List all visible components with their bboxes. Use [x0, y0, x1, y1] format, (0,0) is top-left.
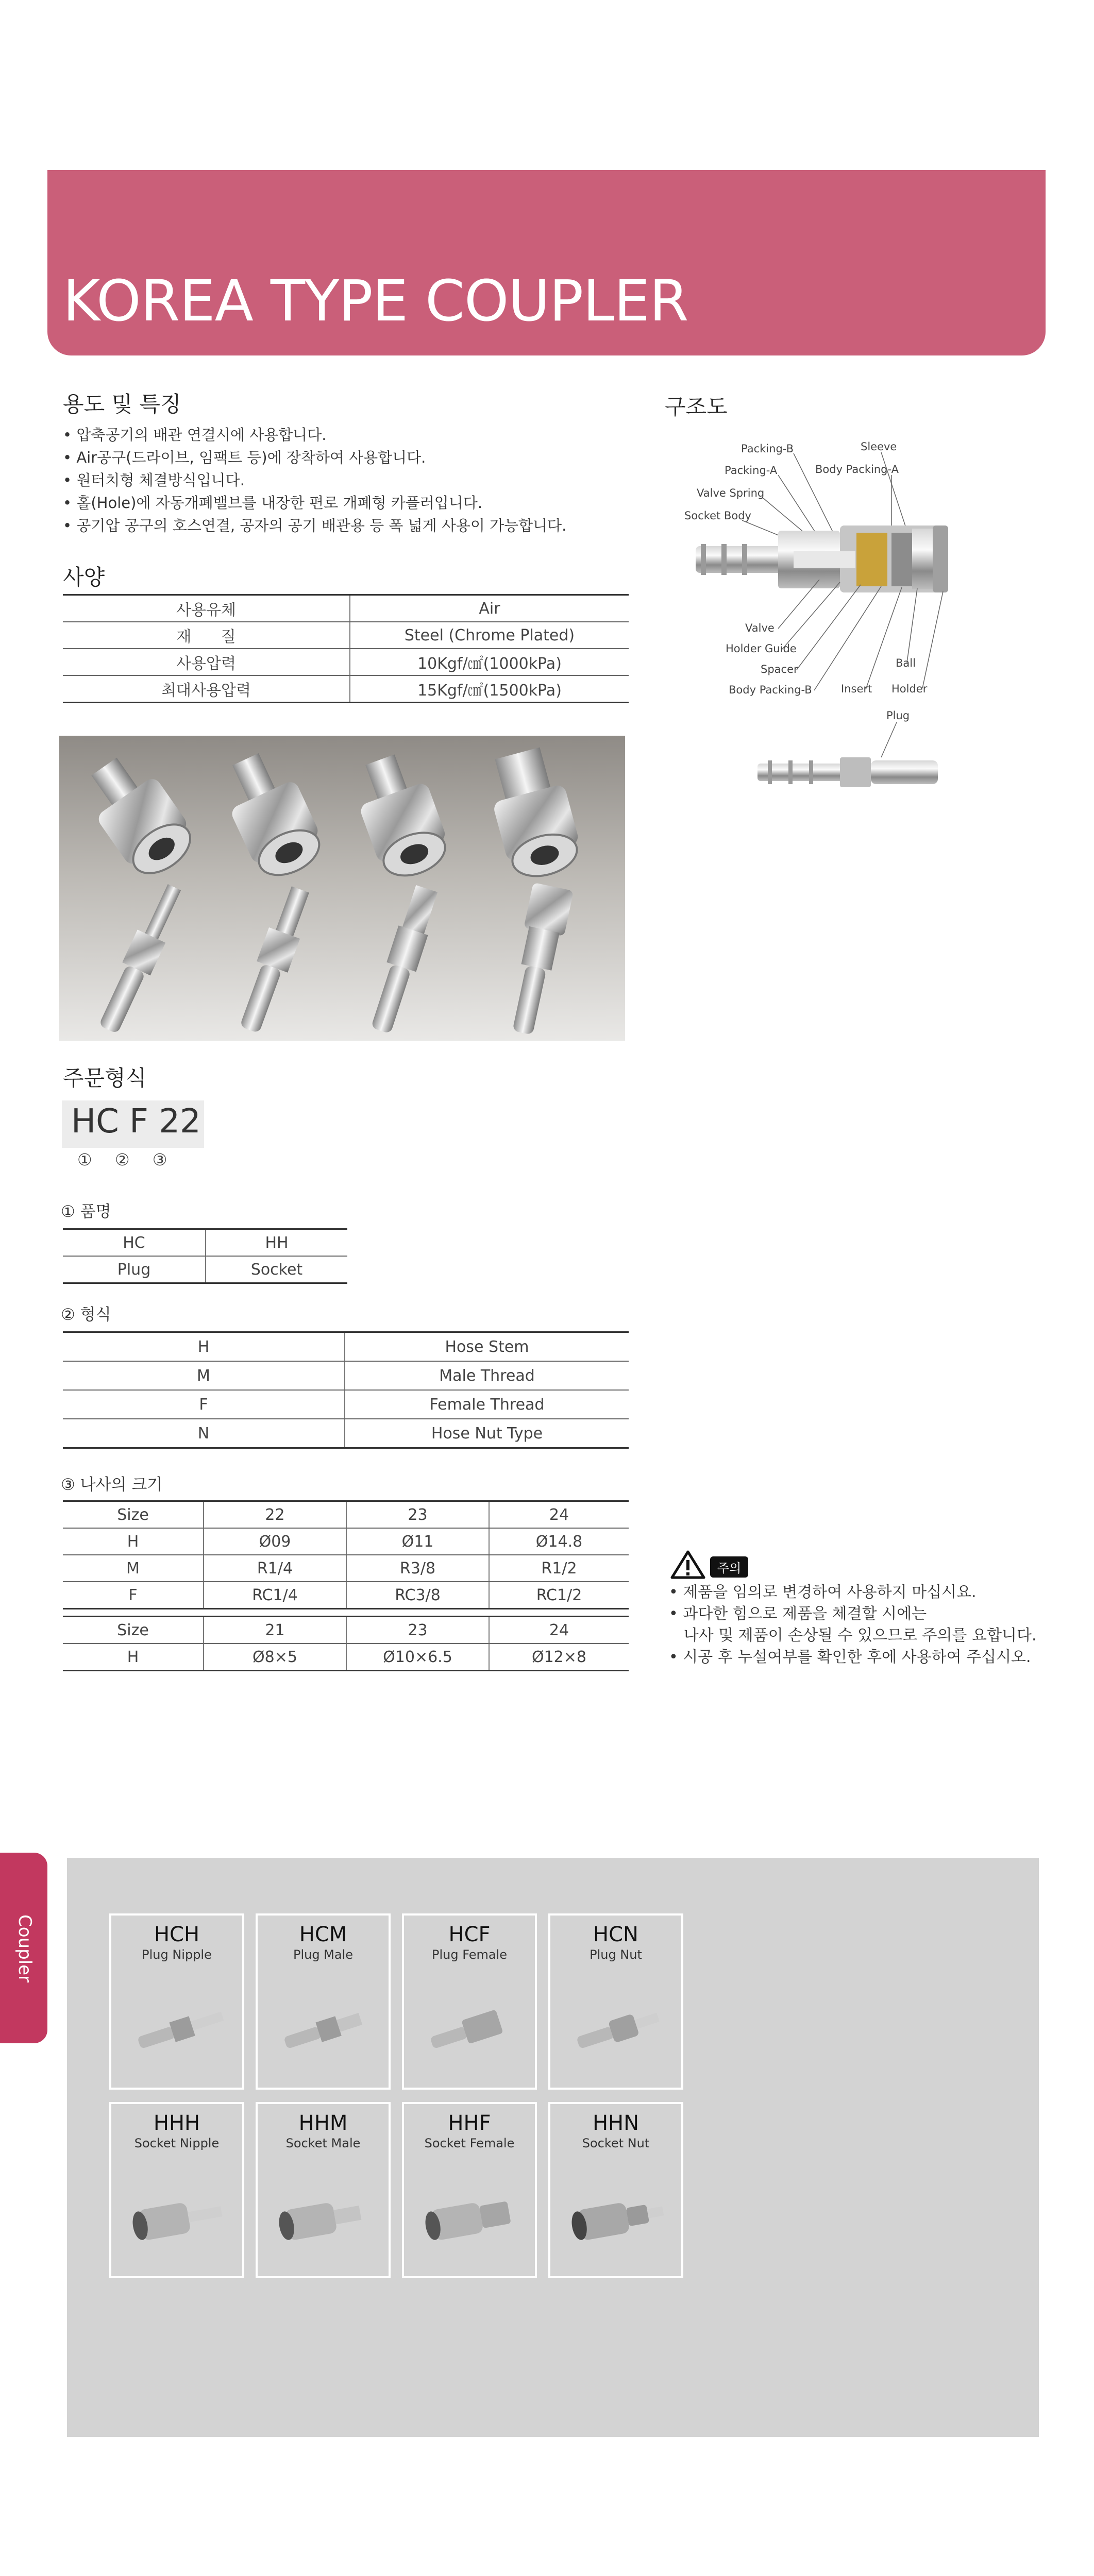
product-code: HCM — [299, 1923, 347, 1946]
table-cell: Size — [63, 1501, 204, 1529]
name-section-heading: ① 품명 — [61, 1202, 111, 1221]
table-row — [63, 1419, 629, 1448]
table-cell: Male Thread — [345, 1361, 629, 1390]
caution-line: • 과다한 힘으로 제품을 체결할 시에는 — [669, 1605, 927, 1623]
label-ball: Ball — [896, 657, 916, 669]
table-cell: Socket — [206, 1256, 347, 1283]
spec-value: Air — [350, 595, 629, 622]
product-name: Plug Nut — [590, 1947, 642, 1962]
spec-label: 사용압력 — [63, 649, 350, 675]
order-heading: 주문형식 — [63, 1065, 147, 1091]
product-code: HHH — [153, 2111, 200, 2135]
plug-nut-image — [566, 2002, 669, 2059]
product-card-hcm[interactable] — [256, 1913, 391, 2090]
label-insert: Insert — [841, 683, 872, 695]
table-row — [63, 1390, 629, 1419]
table-cell: R3/8 — [346, 1555, 489, 1582]
label-body-packing-a: Body Packing-A — [815, 463, 899, 476]
table-cell: Ø10×6.5 — [346, 1643, 489, 1671]
table-row — [63, 675, 629, 703]
product-name: Socket Nipple — [134, 2136, 220, 2150]
table-cell: 24 — [489, 1617, 629, 1644]
feature-item: • 압축공기의 배관 연결시에 사용합니다. — [63, 423, 566, 446]
side-tab[interactable] — [0, 1853, 47, 2043]
label-sleeve: Sleeve — [861, 440, 897, 453]
label-body-packing-b: Body Packing-B — [729, 684, 812, 696]
label-holder-guide: Holder Guide — [726, 642, 797, 655]
structure-diagram — [665, 428, 1036, 829]
product-name: Socket Female — [424, 2136, 515, 2150]
structure-heading: 구조도 — [665, 394, 728, 419]
product-card-hcn[interactable] — [548, 1913, 683, 2090]
table-cell: Hose Nut Type — [345, 1419, 629, 1448]
caution-line: 나사 및 제품이 손상될 수 있으므로 주의를 요합니다. — [669, 1626, 1037, 1645]
table-row — [63, 649, 629, 675]
table-cell: Ø12×8 — [489, 1643, 629, 1671]
spec-heading: 사양 — [63, 565, 105, 590]
size-section-heading: ③ 나사의 크기 — [61, 1476, 163, 1494]
product-card-hhh[interactable] — [109, 2102, 244, 2278]
table-cell: HH — [206, 1229, 347, 1257]
table-row — [63, 595, 629, 622]
table-cell: F — [63, 1390, 345, 1419]
product-name: Plug Female — [432, 1947, 507, 1962]
order-code-markers: ① ② ③ — [77, 1150, 167, 1170]
warning-icon — [670, 1550, 706, 1580]
spec-label: 사용유체 — [63, 595, 350, 622]
type-table — [63, 1331, 629, 1449]
table-cell: M — [63, 1361, 345, 1390]
table-cell: 24 — [489, 1501, 629, 1529]
product-code: HCN — [593, 1923, 638, 1946]
label-socket-body: Socket Body — [684, 510, 751, 522]
page-title: KOREA TYPE COUPLER — [63, 268, 688, 334]
product-name: Socket Nut — [582, 2136, 650, 2150]
size-table-2 — [63, 1616, 629, 1671]
product-code: HHM — [298, 2111, 348, 2135]
socket-male-image — [273, 2191, 376, 2247]
table-cell: N — [63, 1419, 345, 1448]
socket-nut-image — [566, 2191, 669, 2247]
table-cell: Ø14.8 — [489, 1528, 629, 1555]
table-cell: Female Thread — [345, 1390, 629, 1419]
label-valve-spring: Valve Spring — [697, 487, 765, 499]
caution-line: • 제품을 임의로 변경하여 사용하지 마십시요. — [669, 1583, 977, 1601]
table-cell: H — [63, 1643, 204, 1671]
table-cell: H — [63, 1332, 345, 1362]
table-cell: Hose Stem — [345, 1332, 629, 1362]
product-photo — [59, 736, 625, 1041]
table-cell: Ø11 — [346, 1528, 489, 1555]
table-cell: 23 — [346, 1617, 489, 1644]
feature-item: • 공기압 공구의 호스연결, 공자의 공기 배관용 등 폭 넓게 사용이 가능합니다. — [63, 514, 566, 537]
plug-nipple-image — [127, 2002, 230, 2059]
caution-line: • 시공 후 누설여부를 확인한 후에 사용하여 주십시오. — [669, 1648, 1031, 1666]
spec-table — [63, 594, 629, 703]
table-cell: F — [63, 1582, 204, 1609]
spec-label: 재 질 — [63, 622, 350, 649]
product-code: HHF — [448, 2111, 491, 2135]
spec-value: 10Kgf/㎠(1000kPa) — [350, 649, 629, 675]
table-row — [63, 622, 629, 649]
label-valve: Valve — [745, 622, 775, 634]
size-table-1 — [63, 1500, 629, 1609]
plug-female-image — [419, 2002, 523, 2059]
table-cell: Size — [63, 1617, 204, 1644]
table-cell: Ø09 — [204, 1528, 346, 1555]
feature-item: • Air공구(드라이브, 임팩트 등)에 장착하여 사용합니다. — [63, 446, 566, 469]
label-holder: Holder — [891, 683, 928, 695]
table-row — [63, 1528, 629, 1555]
table-row — [63, 1617, 629, 1644]
table-row — [63, 1361, 629, 1390]
table-cell: R1/2 — [489, 1555, 629, 1582]
table-cell: R1/4 — [204, 1555, 346, 1582]
caution-list — [669, 1582, 1036, 1668]
product-name: Plug Male — [293, 1947, 354, 1962]
table-cell: 21 — [204, 1617, 346, 1644]
feature-item: • 원터치형 체결방식입니다. — [63, 469, 566, 492]
name-table — [63, 1228, 347, 1284]
plug-male-image — [273, 2002, 376, 2059]
order-code: HC F 22 — [71, 1103, 201, 1141]
table-row — [63, 1501, 629, 1529]
features-heading: 용도 및 특징 — [63, 392, 181, 417]
side-tab-label: Coupler — [14, 1914, 35, 1983]
product-name: Socket Male — [285, 2136, 361, 2150]
table-row — [63, 1229, 347, 1257]
feature-item: • 홀(Hole)에 자동개폐밸브를 내장한 편로 개폐형 카플러입니다. — [63, 492, 566, 514]
table-cell: RC3/8 — [346, 1582, 489, 1609]
caution-badge: 주의 — [710, 1556, 748, 1578]
spec-value: 15Kgf/㎠(1500kPa) — [350, 675, 629, 703]
table-cell: H — [63, 1528, 204, 1555]
product-name: Plug Nipple — [142, 1947, 212, 1962]
table-cell: HC — [63, 1229, 206, 1257]
table-cell: Ø8×5 — [204, 1643, 346, 1671]
spec-value: Steel (Chrome Plated) — [350, 622, 629, 649]
product-panel — [67, 1858, 1039, 2437]
label-plug: Plug — [886, 709, 910, 722]
socket-nipple-image — [127, 2191, 230, 2247]
table-cell: RC1/4 — [204, 1582, 346, 1609]
table-cell: Plug — [63, 1256, 206, 1283]
product-card-hhm[interactable] — [256, 2102, 391, 2278]
product-card-hch[interactable] — [109, 1913, 244, 2090]
features-list — [63, 423, 566, 537]
table-cell: 22 — [204, 1501, 346, 1529]
coupler-photo-image — [59, 736, 625, 1041]
product-code: HHN — [592, 2111, 639, 2135]
table-cell: RC1/2 — [489, 1582, 629, 1609]
table-cell: 23 — [346, 1501, 489, 1529]
product-card-hcf[interactable] — [402, 1913, 537, 2090]
table-cell: M — [63, 1555, 204, 1582]
table-row — [63, 1643, 629, 1671]
table-row — [63, 1332, 629, 1362]
product-card-hhn[interactable] — [548, 2102, 683, 2278]
spec-label: 최대사용압력 — [63, 675, 350, 703]
socket-female-image — [419, 2191, 523, 2247]
label-packing-b: Packing-B — [741, 443, 794, 455]
table-row — [63, 1582, 629, 1609]
product-code: HCH — [154, 1923, 200, 1946]
label-spacer: Spacer — [761, 663, 798, 675]
product-code: HCF — [448, 1923, 491, 1946]
label-packing-a: Packing-A — [725, 464, 778, 477]
type-section-heading: ② 형식 — [61, 1306, 111, 1324]
table-row — [63, 1256, 347, 1283]
product-card-hhf[interactable] — [402, 2102, 537, 2278]
table-row — [63, 1555, 629, 1582]
